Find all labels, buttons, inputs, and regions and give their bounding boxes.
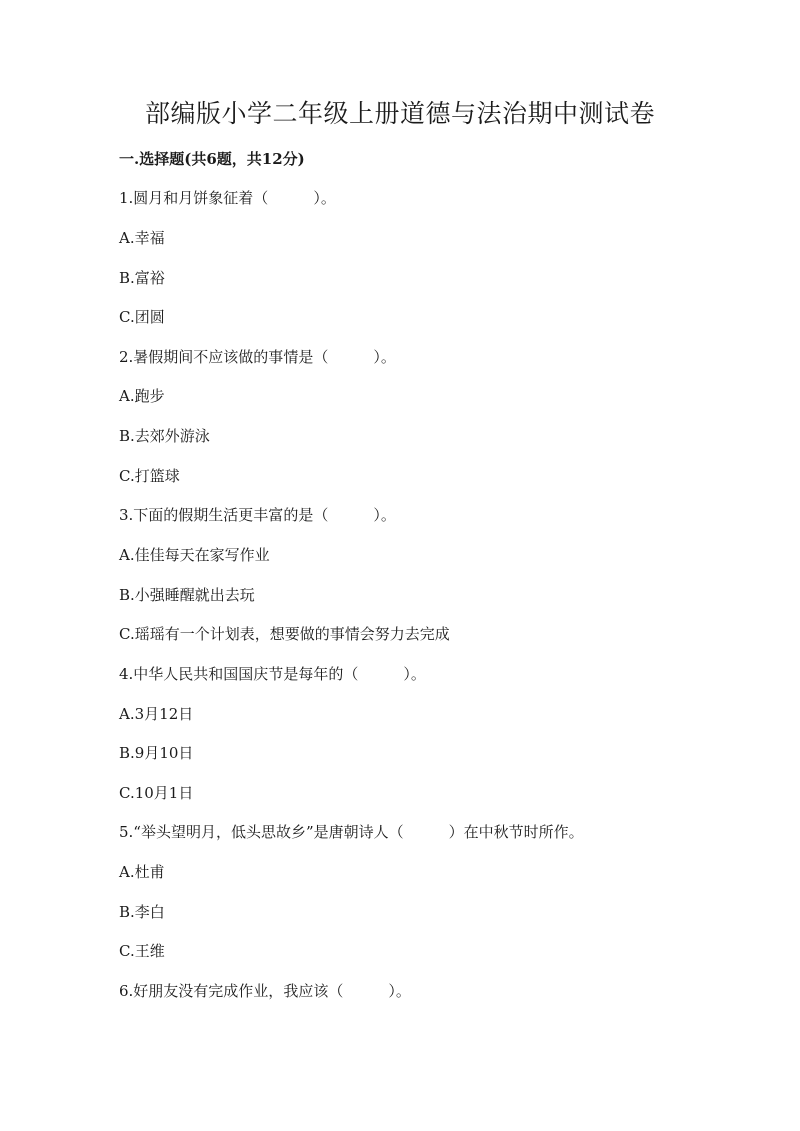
question-1-option-c: C.团圆 [119,308,165,326]
question-5-stem: 5.“举头望明月，低头思故乡”是唐朝诗人（ ）在中秋节时所作。 [119,823,584,841]
question-3-option-c: C.瑶瑶有一个计划表，想要做的事情会努力去完成 [119,625,450,643]
question-4-option-c: C.10月1日 [119,784,194,802]
page-title: 部编版小学二年级上册道德与法治期中测试卷 [144,99,655,128]
question-5-option-a: A.杜甫 [119,863,165,881]
question-1-stem: 1.圆月和月饼象征着（ ）。 [119,189,336,207]
question-2-option-b: B.去郊外游泳 [119,427,210,445]
question-2-option-a: A.跑步 [119,387,165,405]
section-heading: 一.选择题(共6题，共12分) [119,150,305,168]
question-2-stem: 2.暑假期间不应该做的事情是（ ）。 [119,348,396,366]
question-2-option-c: C.打篮球 [119,467,180,485]
question-4-stem: 4.中华人民共和国国庆节是每年的（ ）。 [119,665,426,683]
question-5-option-c: C.王维 [119,942,165,960]
question-4-option-b: B.9月10日 [119,744,194,762]
question-5-option-b: B.李白 [119,903,165,921]
question-4-option-a: A.3月12日 [119,705,194,723]
question-3-stem: 3.下面的假期生活更丰富的是（ ）。 [119,506,396,524]
question-6-stem: 6.好朋友没有完成作业，我应该（ ）。 [119,982,411,1000]
question-3-option-a: A.佳佳每天在家写作业 [119,546,270,564]
question-1-option-a: A.幸福 [119,229,165,247]
question-1-option-b: B.富裕 [119,269,165,287]
question-3-option-b: B.小强睡醒就出去玩 [119,586,255,604]
